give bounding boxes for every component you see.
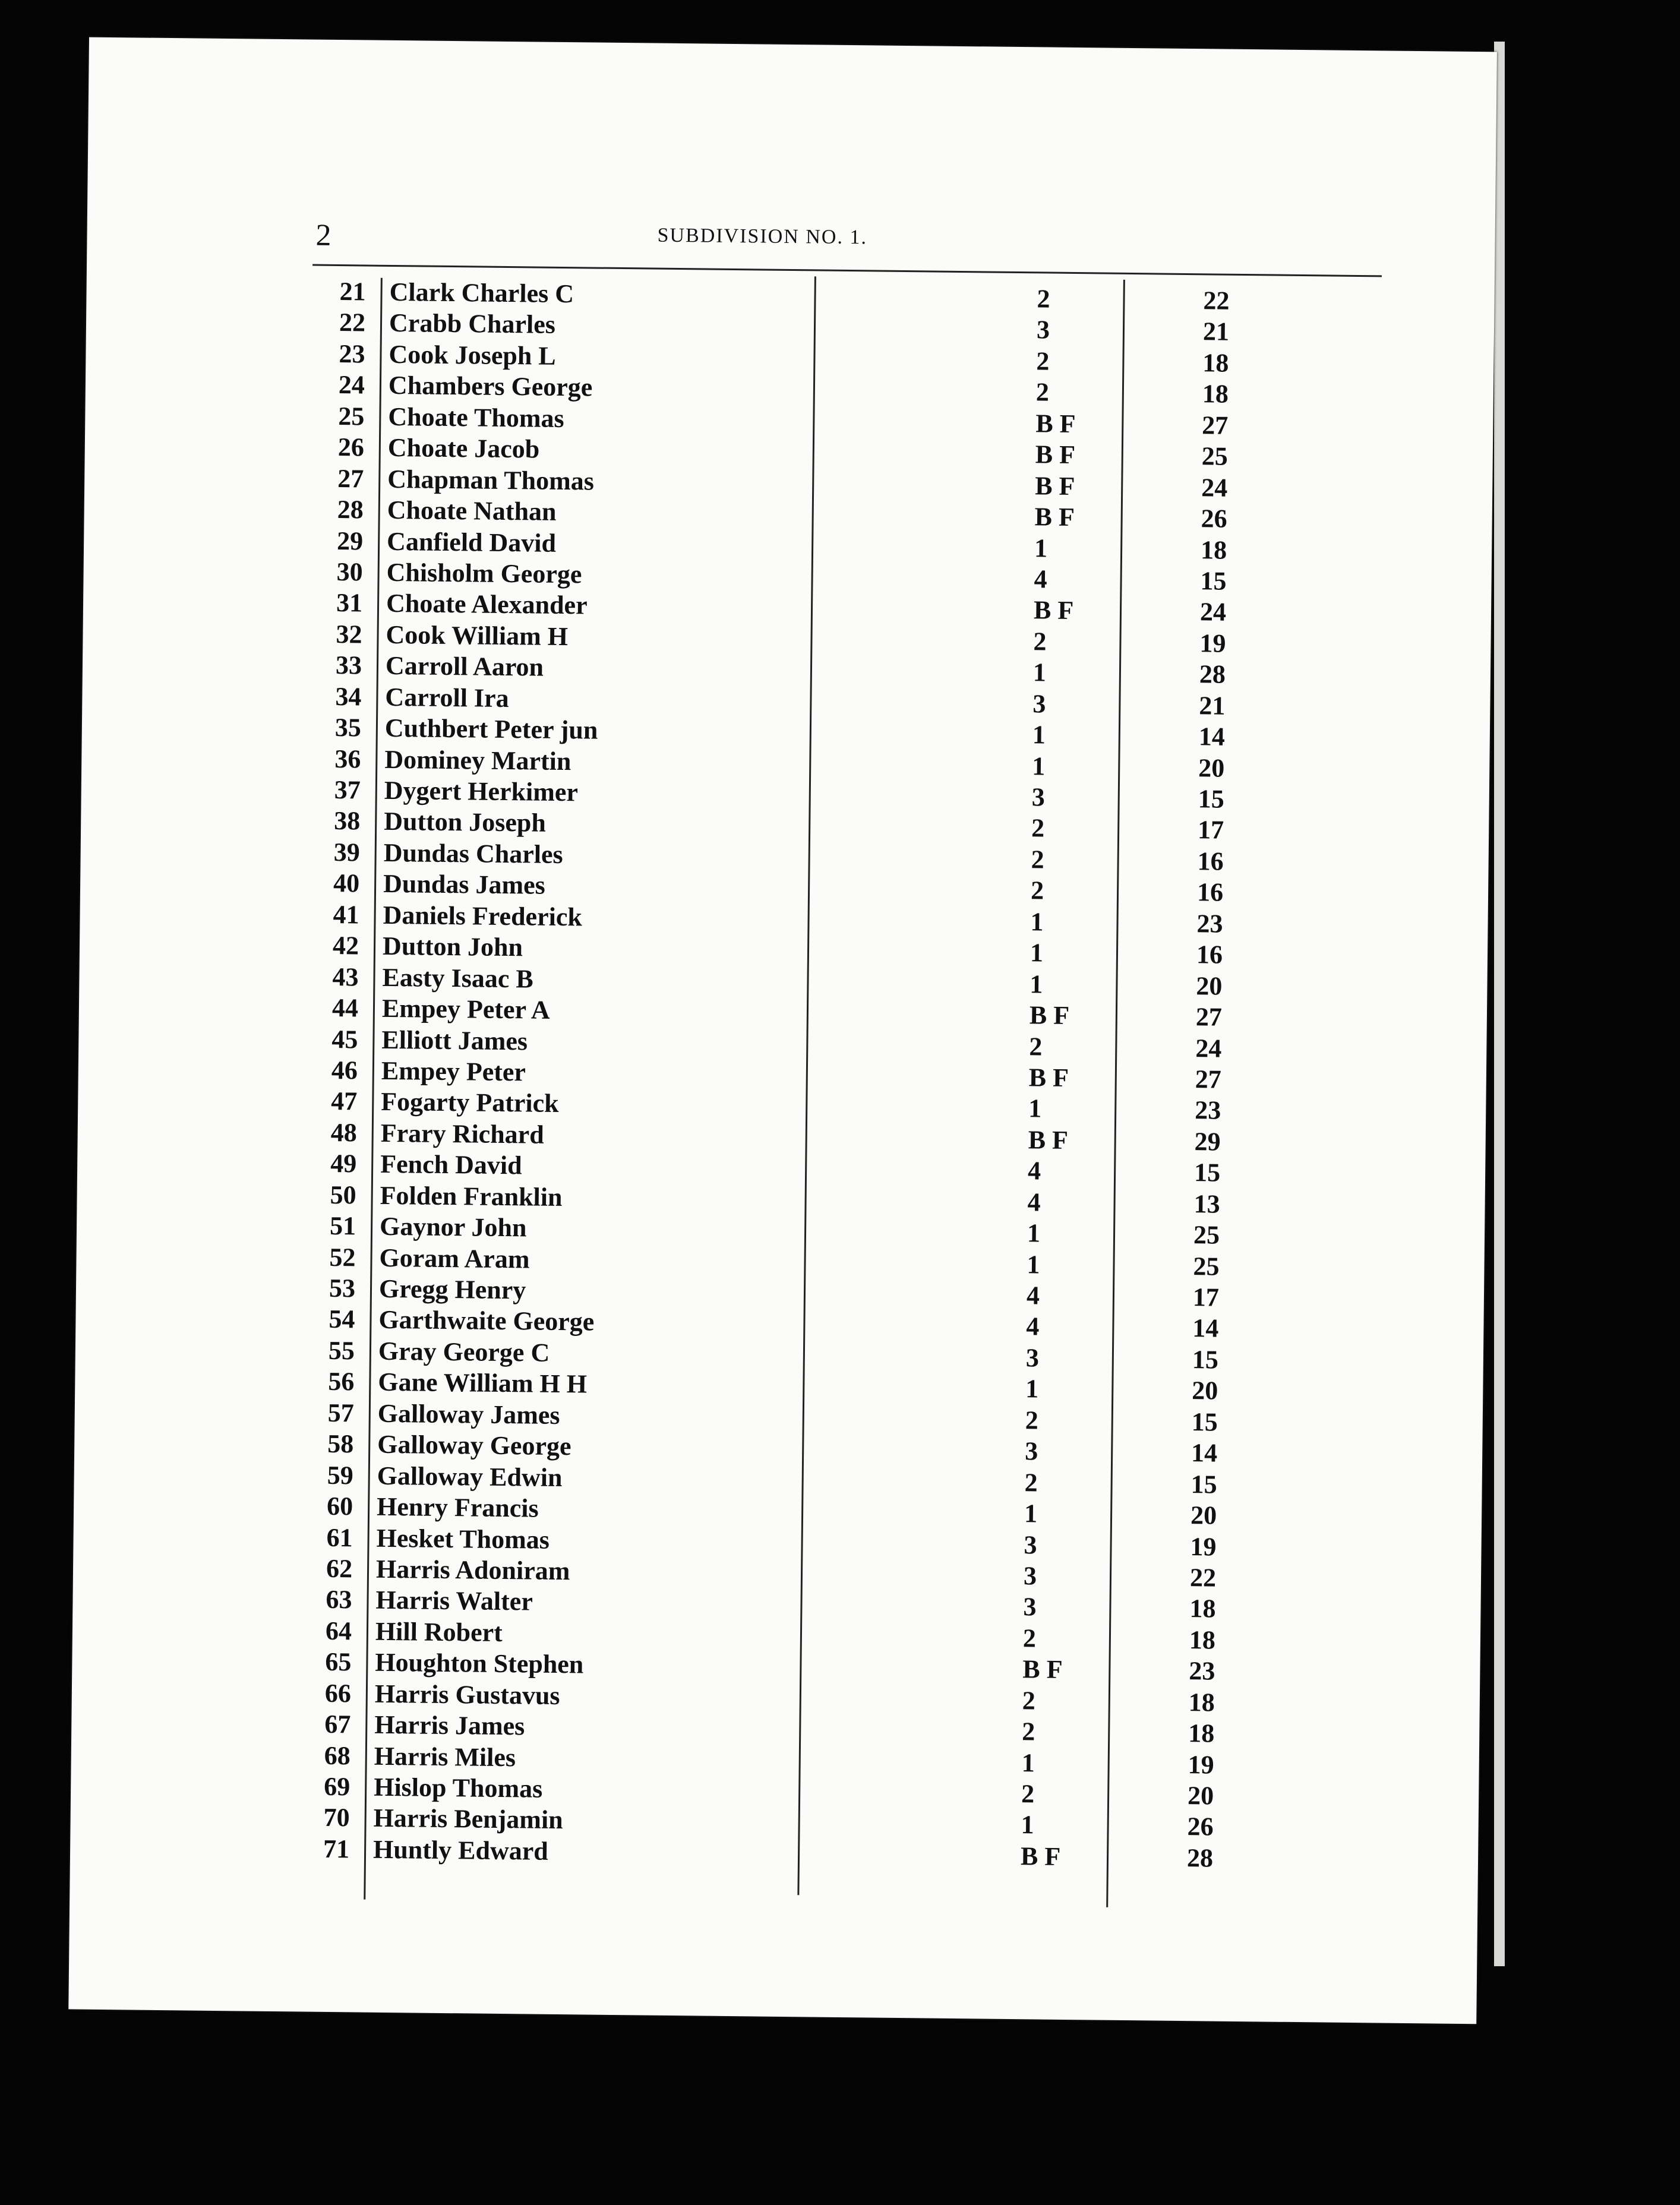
list-item bbox=[292, 1054, 1222, 1094]
entry-number: 36 bbox=[334, 744, 361, 774]
entry-name: Frary Richard bbox=[380, 1118, 544, 1149]
entry-age: 20 bbox=[1198, 753, 1225, 783]
entry-name: Henry Francis bbox=[376, 1492, 539, 1523]
entry-number: 21 bbox=[339, 277, 366, 307]
entry-age: 25 bbox=[1201, 441, 1229, 471]
entry-age: 16 bbox=[1197, 846, 1224, 876]
entry-name: Chapman Thomas bbox=[387, 464, 595, 496]
entry-class: 2 bbox=[1036, 346, 1050, 376]
entry-class: 1 bbox=[1027, 1218, 1041, 1248]
entry-class: 4 bbox=[1027, 1187, 1041, 1217]
column-divider-age bbox=[1106, 280, 1125, 1907]
list-item bbox=[297, 587, 1227, 627]
entry-number: 22 bbox=[339, 308, 366, 337]
entry-class: 4 bbox=[1027, 1156, 1041, 1186]
list-item bbox=[298, 463, 1228, 503]
list-item bbox=[286, 1584, 1216, 1623]
entry-number: 45 bbox=[331, 1024, 358, 1054]
list-item bbox=[284, 1833, 1214, 1873]
entry-number: 35 bbox=[334, 713, 362, 743]
entry-name: Houghton Stephen bbox=[375, 1648, 584, 1679]
list-item bbox=[295, 743, 1225, 783]
list-item bbox=[287, 1553, 1217, 1593]
entry-age: 14 bbox=[1192, 1313, 1219, 1344]
entry-name: Fogarty Patrick bbox=[381, 1087, 559, 1119]
entry-number: 66 bbox=[324, 1678, 352, 1708]
entry-name: Harris James bbox=[374, 1710, 525, 1741]
entry-age: 15 bbox=[1191, 1407, 1218, 1437]
list-item bbox=[294, 868, 1224, 907]
entry-age: 22 bbox=[1189, 1563, 1217, 1593]
entry-age: 24 bbox=[1195, 1033, 1222, 1063]
entry-age: 18 bbox=[1202, 379, 1229, 409]
entry-class: 4 bbox=[1026, 1312, 1040, 1341]
entry-name: Chisholm George bbox=[386, 557, 582, 589]
entry-name: Choate Jacob bbox=[387, 433, 540, 464]
entry-class: B F bbox=[1034, 502, 1075, 532]
entry-age: 19 bbox=[1190, 1531, 1217, 1562]
entry-number: 32 bbox=[336, 619, 362, 649]
entry-class: B F bbox=[1034, 470, 1075, 501]
entry-class: 2 bbox=[1031, 813, 1045, 843]
document-page bbox=[68, 37, 1497, 2024]
entry-number: 70 bbox=[323, 1803, 350, 1833]
entry-name: Fench David bbox=[380, 1149, 522, 1180]
entry-class: B F bbox=[1035, 440, 1076, 470]
entry-age: 21 bbox=[1199, 690, 1226, 721]
entry-age: 17 bbox=[1192, 1282, 1220, 1312]
entry-class: B F bbox=[1035, 409, 1076, 438]
entry-class: 3 bbox=[1023, 1592, 1037, 1622]
entry-name: Gane William H H bbox=[378, 1367, 588, 1399]
entry-number: 64 bbox=[325, 1616, 352, 1646]
entry-class: 3 bbox=[1036, 315, 1050, 345]
entry-number: 57 bbox=[327, 1398, 355, 1428]
entry-age: 18 bbox=[1200, 535, 1227, 565]
list-item bbox=[293, 899, 1223, 939]
list-item bbox=[285, 1740, 1214, 1780]
list-item bbox=[296, 650, 1226, 689]
entry-age: 28 bbox=[1199, 659, 1226, 689]
entry-class: 1 bbox=[1034, 533, 1048, 563]
entry-class: 2 bbox=[1035, 377, 1050, 407]
entry-class: 3 bbox=[1031, 782, 1046, 812]
list-item bbox=[292, 1023, 1222, 1063]
entry-name: Harris Benjamin bbox=[373, 1803, 563, 1835]
entry-name: Easty Isaac B bbox=[382, 962, 534, 994]
entry-number: 33 bbox=[335, 650, 362, 680]
entry-number: 52 bbox=[329, 1242, 356, 1272]
entry-number: 34 bbox=[335, 681, 362, 712]
entry-age: 18 bbox=[1189, 1625, 1216, 1655]
entry-class: 4 bbox=[1026, 1281, 1040, 1310]
entry-age: 23 bbox=[1194, 1095, 1221, 1126]
entry-name: Hesket Thomas bbox=[376, 1523, 550, 1555]
entry-age: 16 bbox=[1196, 877, 1224, 907]
entry-number: 23 bbox=[339, 339, 365, 369]
entry-age: 15 bbox=[1200, 566, 1227, 596]
entry-class: 2 bbox=[1022, 1717, 1035, 1746]
entry-name: Gray George C bbox=[378, 1336, 550, 1367]
entry-class: 2 bbox=[1025, 1405, 1039, 1435]
entry-class: 3 bbox=[1024, 1436, 1038, 1466]
entry-age: 16 bbox=[1196, 940, 1223, 969]
entry-name: Harris Adoniram bbox=[375, 1554, 570, 1586]
entry-class: 3 bbox=[1025, 1343, 1040, 1373]
entry-name: Folden Franklin bbox=[380, 1180, 563, 1212]
entry-age: 26 bbox=[1201, 504, 1227, 533]
entry-name: Dygert Herkimer bbox=[384, 775, 579, 807]
entry-number: 24 bbox=[338, 370, 365, 400]
entry-name: Cook William H bbox=[386, 620, 569, 651]
list-item bbox=[300, 307, 1230, 347]
entry-class: B F bbox=[1020, 1841, 1061, 1871]
entry-age: 19 bbox=[1188, 1749, 1214, 1780]
entry-number: 53 bbox=[329, 1273, 356, 1303]
entry-name: Galloway Edwin bbox=[377, 1461, 563, 1492]
list-item bbox=[289, 1335, 1219, 1375]
entry-number: 65 bbox=[325, 1647, 352, 1677]
entry-class: 2 bbox=[1029, 1031, 1043, 1061]
entry-name: Gaynor John bbox=[379, 1211, 527, 1243]
entry-class: 2 bbox=[1021, 1779, 1035, 1809]
entry-number: 71 bbox=[323, 1834, 350, 1864]
list-item bbox=[285, 1708, 1215, 1748]
entry-age: 28 bbox=[1186, 1843, 1214, 1873]
entry-number: 30 bbox=[336, 557, 363, 587]
entry-age: 26 bbox=[1187, 1812, 1214, 1842]
entry-name: Carroll Ira bbox=[385, 682, 509, 713]
list-item bbox=[286, 1615, 1216, 1655]
page-header-title: SUBDIVISION NO. 1. bbox=[657, 224, 868, 249]
entry-age: 27 bbox=[1202, 410, 1229, 440]
entry-class: 2 bbox=[1022, 1685, 1036, 1716]
entry-class: 1 bbox=[1032, 720, 1046, 750]
entry-number: 50 bbox=[330, 1180, 356, 1210]
entry-number: 51 bbox=[329, 1211, 356, 1241]
entry-age: 20 bbox=[1190, 1500, 1217, 1530]
entry-age: 21 bbox=[1202, 317, 1230, 347]
entry-class: 1 bbox=[1032, 658, 1047, 687]
entry-class: B F bbox=[1022, 1654, 1063, 1685]
entry-name: Dutton Joseph bbox=[384, 807, 547, 838]
entry-number: 60 bbox=[326, 1491, 353, 1521]
entry-class: 2 bbox=[1033, 627, 1047, 656]
entry-age: 15 bbox=[1198, 784, 1224, 814]
entry-number: 56 bbox=[328, 1367, 355, 1397]
entry-number: 31 bbox=[336, 588, 363, 618]
list-item bbox=[293, 930, 1223, 969]
entry-name: Hislop Thomas bbox=[373, 1772, 543, 1803]
entry-number: 48 bbox=[330, 1117, 358, 1148]
entry-class: 2 bbox=[1037, 284, 1050, 314]
entry-number: 46 bbox=[331, 1055, 358, 1085]
entry-name: Daniels Frederick bbox=[383, 900, 583, 932]
entry-number: 44 bbox=[331, 993, 359, 1023]
entry-class: 1 bbox=[1024, 1499, 1038, 1528]
entry-number: 39 bbox=[333, 837, 360, 867]
entry-number: 58 bbox=[327, 1429, 354, 1459]
list-item bbox=[299, 338, 1229, 378]
entry-age: 23 bbox=[1189, 1656, 1215, 1686]
entry-name: Dutton John bbox=[382, 931, 523, 962]
entry-class: 1 bbox=[1021, 1748, 1035, 1777]
list-item bbox=[291, 1148, 1221, 1187]
entry-class: B F bbox=[1029, 1000, 1070, 1031]
list-item bbox=[289, 1304, 1219, 1344]
entry-age: 20 bbox=[1196, 971, 1223, 1001]
entry-name: Chambers George bbox=[388, 371, 593, 402]
entry-number: 29 bbox=[336, 526, 364, 555]
entry-class: 1 bbox=[1028, 1094, 1042, 1123]
register-list bbox=[284, 276, 1230, 1873]
entry-age: 25 bbox=[1193, 1220, 1220, 1250]
entry-age: 27 bbox=[1195, 1064, 1222, 1094]
entry-age: 18 bbox=[1188, 1718, 1215, 1748]
entry-name: Garthwaite George bbox=[378, 1305, 595, 1337]
entry-age: 18 bbox=[1202, 348, 1229, 378]
list-item bbox=[299, 369, 1229, 409]
entry-age: 24 bbox=[1199, 597, 1227, 627]
entry-number: 28 bbox=[337, 495, 364, 525]
entry-class: 2 bbox=[1031, 845, 1044, 874]
entry-name: Gregg Henry bbox=[378, 1274, 526, 1305]
entry-number: 59 bbox=[327, 1460, 353, 1490]
entry-name: Cuthbert Peter jun bbox=[384, 713, 598, 745]
entry-class: B F bbox=[1028, 1063, 1069, 1092]
entry-name: Dundas James bbox=[383, 869, 546, 901]
entry-name: Choate Alexander bbox=[386, 589, 588, 620]
column-divider-middle bbox=[797, 276, 816, 1895]
entry-class: 2 bbox=[1022, 1623, 1037, 1653]
header-rule bbox=[312, 264, 1382, 277]
entry-name: Empey Peter A bbox=[381, 993, 550, 1025]
entry-age: 14 bbox=[1190, 1438, 1218, 1468]
entry-name: Dundas Charles bbox=[383, 838, 563, 869]
entry-name: Clark Charles C bbox=[389, 277, 574, 309]
entry-age: 15 bbox=[1190, 1469, 1217, 1499]
page-number: 2 bbox=[315, 218, 331, 252]
entry-number: 68 bbox=[324, 1740, 351, 1770]
entry-number: 62 bbox=[326, 1553, 353, 1584]
list-item bbox=[300, 276, 1230, 315]
entry-age: 17 bbox=[1197, 815, 1224, 845]
entry-number: 41 bbox=[333, 899, 359, 930]
entry-class: 2 bbox=[1024, 1467, 1038, 1498]
entry-class: 1 bbox=[1030, 907, 1044, 937]
entry-number: 49 bbox=[330, 1149, 357, 1179]
entry-number: 47 bbox=[331, 1086, 358, 1116]
entry-age: 14 bbox=[1198, 722, 1226, 751]
entry-name: Harris Gustavus bbox=[374, 1679, 560, 1710]
entry-number: 67 bbox=[324, 1710, 351, 1739]
entry-name: Harris Walter bbox=[375, 1585, 533, 1616]
entry-class: 4 bbox=[1034, 564, 1047, 594]
list-item bbox=[297, 556, 1227, 596]
entry-age: 18 bbox=[1189, 1594, 1216, 1623]
entry-class: 1 bbox=[1032, 751, 1046, 781]
entry-age: 20 bbox=[1187, 1781, 1214, 1811]
entry-class: 1 bbox=[1025, 1374, 1039, 1404]
entry-class: 2 bbox=[1030, 876, 1044, 905]
entry-age: 19 bbox=[1199, 628, 1226, 658]
entry-age: 29 bbox=[1194, 1126, 1221, 1157]
list-item bbox=[290, 1210, 1220, 1250]
entry-age: 23 bbox=[1196, 908, 1223, 939]
entry-age: 15 bbox=[1192, 1345, 1219, 1375]
entry-age: 18 bbox=[1188, 1687, 1215, 1717]
entry-class: 3 bbox=[1023, 1561, 1037, 1591]
entry-class: 3 bbox=[1024, 1530, 1037, 1559]
entry-number: 63 bbox=[326, 1585, 352, 1615]
entry-name: Harris Miles bbox=[374, 1741, 516, 1772]
entry-age: 25 bbox=[1193, 1251, 1220, 1281]
page-edge bbox=[1494, 42, 1505, 1966]
list-item bbox=[287, 1522, 1217, 1562]
entry-class: B F bbox=[1033, 595, 1074, 626]
entry-name: Goram Aram bbox=[379, 1243, 530, 1274]
entry-age: 15 bbox=[1193, 1158, 1221, 1187]
entry-age: 13 bbox=[1193, 1189, 1220, 1219]
entry-name: Dominey Martin bbox=[384, 744, 571, 776]
entry-class: B F bbox=[1028, 1125, 1069, 1155]
entry-number: 69 bbox=[323, 1771, 350, 1802]
entry-number: 61 bbox=[326, 1522, 353, 1552]
entry-number: 27 bbox=[337, 463, 364, 494]
entry-name: Elliott James bbox=[381, 1025, 528, 1056]
list-item bbox=[296, 618, 1226, 658]
entry-name: Choate Thomas bbox=[388, 402, 564, 433]
entry-name: Choate Nathan bbox=[387, 495, 557, 526]
entry-age: 22 bbox=[1203, 286, 1230, 315]
entry-name: Cook Joseph L bbox=[389, 339, 556, 371]
entry-number: 54 bbox=[329, 1304, 355, 1334]
entry-age: 27 bbox=[1195, 1002, 1223, 1032]
entry-number: 43 bbox=[332, 962, 359, 992]
entry-number: 38 bbox=[334, 806, 361, 836]
entry-class: 1 bbox=[1027, 1249, 1040, 1280]
entry-name: Crabb Charles bbox=[389, 308, 556, 340]
list-item bbox=[290, 1179, 1220, 1219]
entry-name: Galloway James bbox=[377, 1398, 560, 1430]
entry-class: 1 bbox=[1030, 969, 1043, 999]
entry-number: 55 bbox=[328, 1335, 355, 1366]
list-item bbox=[284, 1802, 1214, 1842]
entry-name: Galloway George bbox=[377, 1429, 571, 1461]
entry-age: 24 bbox=[1201, 472, 1228, 503]
entry-name: Empey Peter bbox=[381, 1056, 526, 1087]
list-item bbox=[288, 1428, 1218, 1468]
entry-number: 37 bbox=[334, 775, 361, 805]
entry-number: 42 bbox=[332, 931, 359, 961]
entry-name: Huntly Edward bbox=[372, 1834, 549, 1866]
list-item bbox=[294, 836, 1224, 876]
entry-number: 26 bbox=[337, 432, 365, 462]
entry-class: 1 bbox=[1030, 938, 1044, 968]
entry-number: 40 bbox=[333, 868, 360, 898]
entry-name: Hill Robert bbox=[375, 1616, 503, 1647]
entry-age: 20 bbox=[1192, 1376, 1218, 1405]
entry-number: 25 bbox=[338, 401, 365, 431]
entry-name: Canfield David bbox=[386, 526, 557, 558]
list-item bbox=[295, 774, 1224, 814]
entry-name: Carroll Aaron bbox=[385, 651, 544, 682]
entry-class: 1 bbox=[1021, 1810, 1034, 1840]
entry-class: 3 bbox=[1032, 688, 1046, 719]
